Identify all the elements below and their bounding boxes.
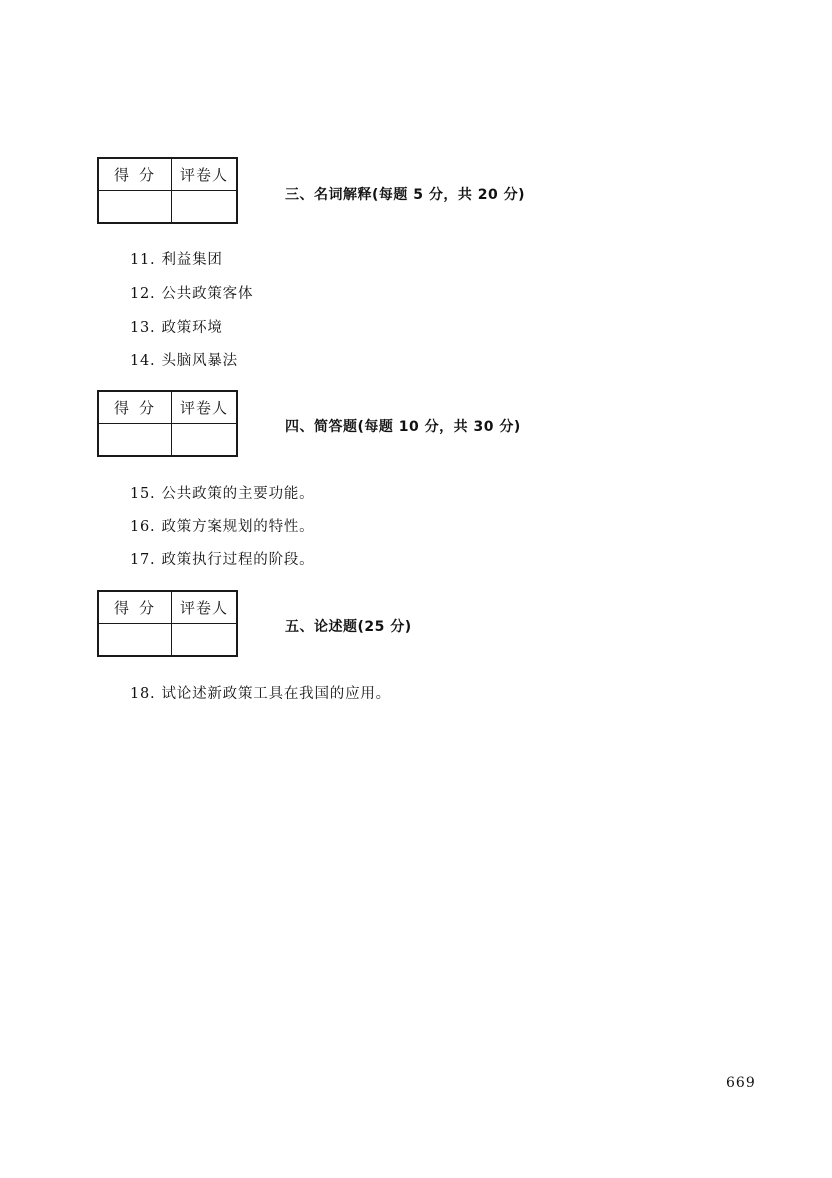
question-number: 15. <box>130 486 156 502</box>
question-text: 政策方案规划的特性。 <box>161 519 315 535</box>
question-text: 利益集团 <box>161 252 223 268</box>
score-label: 得分 <box>98 591 172 624</box>
question-text: 公共政策的主要功能。 <box>161 486 315 502</box>
question-item <box>130 349 238 370</box>
question-item <box>130 248 223 269</box>
question-text: 公共政策客体 <box>161 286 254 302</box>
question-item <box>130 482 314 503</box>
score-cell[interactable] <box>98 624 172 657</box>
question-number: 17. <box>130 552 156 568</box>
grader-label: 评卷人 <box>172 391 238 424</box>
score-label: 得分 <box>98 391 172 424</box>
question-item <box>130 316 223 337</box>
section-title: 三、名词解释(每题 5 分，共 20 分) <box>285 187 526 203</box>
question-number: 14. <box>130 353 156 369</box>
grader-label: 评卷人 <box>172 158 238 191</box>
section-title: 四、简答题(每题 10 分，共 30 分) <box>285 419 521 435</box>
page-number: 669 <box>726 1075 756 1091</box>
grader-cell[interactable] <box>172 424 238 457</box>
question-number: 13. <box>130 320 156 336</box>
grader-cell[interactable] <box>172 191 238 224</box>
question-text: 头脑风暴法 <box>161 353 238 369</box>
question-item <box>130 282 253 303</box>
score-cell[interactable] <box>98 191 172 224</box>
section-title: 五、论述题(25 分) <box>285 619 412 635</box>
question-item <box>130 548 314 569</box>
question-item <box>130 682 391 703</box>
question-text: 试论述新政策工具在我国的应用。 <box>161 686 391 702</box>
question-number: 12. <box>130 286 156 302</box>
score-table-section-5 <box>97 590 238 657</box>
question-item <box>130 515 314 536</box>
question-number: 11. <box>130 252 156 268</box>
score-table-section-4 <box>97 390 238 457</box>
question-text: 政策环境 <box>161 320 223 336</box>
score-table-section-3 <box>97 157 238 224</box>
score-cell[interactable] <box>98 424 172 457</box>
question-number: 16. <box>130 519 156 535</box>
question-text: 政策执行过程的阶段。 <box>161 552 315 568</box>
grader-cell[interactable] <box>172 624 238 657</box>
question-number: 18. <box>130 686 156 702</box>
grader-label: 评卷人 <box>172 591 238 624</box>
score-label: 得分 <box>98 158 172 191</box>
